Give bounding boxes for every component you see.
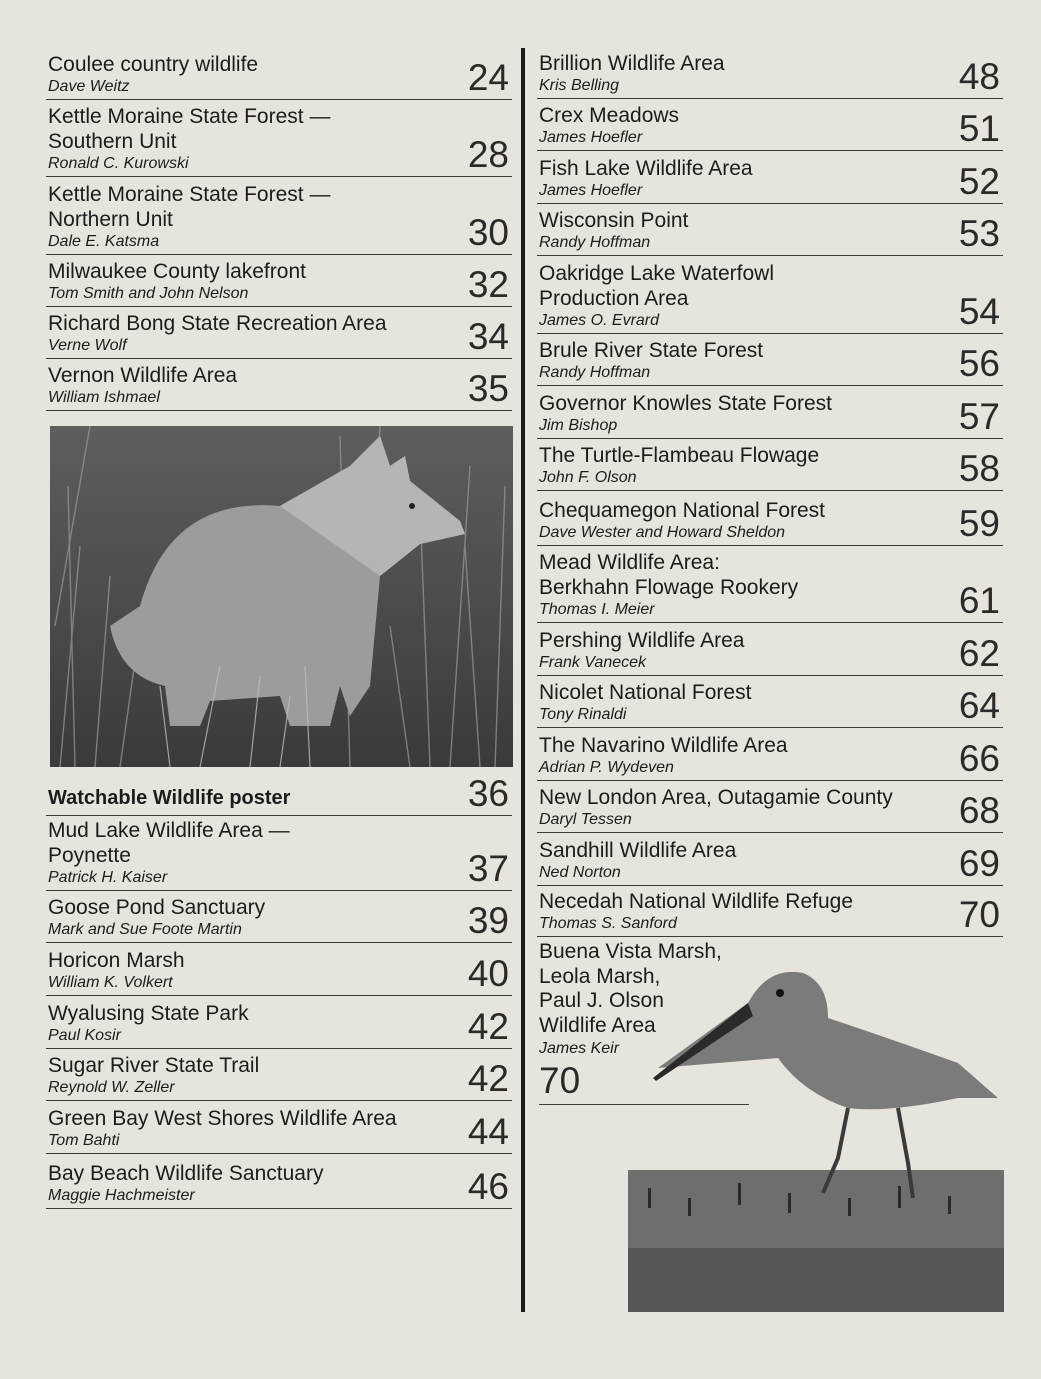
entry-page-number: 62 xyxy=(958,633,1000,674)
entry-page-number: 70 xyxy=(958,894,1000,935)
entry-title: Goose Pond Sanctuary xyxy=(48,896,266,919)
entry-author: Dave Wester and Howard Sheldon xyxy=(539,524,786,541)
toc-entry xyxy=(46,944,512,996)
entry-author: Dale E. Katsma xyxy=(48,233,160,250)
entry-title: Vernon Wildlife Area xyxy=(48,364,238,387)
toc-entry xyxy=(537,547,1003,623)
entry-title: Sugar River State Trail xyxy=(48,1054,260,1077)
entry-page-number: 32 xyxy=(467,264,509,305)
entry-title: Buena Vista Marsh, Leola Marsh, Paul J. Olson Wildlife Area xyxy=(539,940,722,1037)
toc-entry xyxy=(46,178,512,255)
entry-title: Milwaukee County lakefront xyxy=(48,260,306,283)
entry-title: Watchable Wildlife poster xyxy=(48,787,291,809)
toc-entry xyxy=(537,205,1003,256)
entry-page-number: 40 xyxy=(467,953,509,994)
entry-author: Maggie Hachmeister xyxy=(48,1187,195,1204)
toc-entry xyxy=(46,256,512,307)
entry-page-number: 44 xyxy=(467,1111,509,1152)
entry-rule xyxy=(539,1104,749,1105)
entry-title: Wisconsin Point xyxy=(539,209,689,232)
entry-author: Reynold W. Zeller xyxy=(48,1079,175,1096)
entry-author: Mark and Sue Foote Martin xyxy=(48,921,242,938)
entry-author: James O. Evrard xyxy=(539,312,660,329)
entry-title: Richard Bong State Recreation Area xyxy=(48,312,387,335)
toc-entry xyxy=(46,360,512,411)
toc-entry xyxy=(537,729,1003,781)
entry-title: Oakridge Lake Waterfowl Production Area xyxy=(539,262,774,310)
entry-page-number: 64 xyxy=(958,685,1000,726)
entry-page-number: 59 xyxy=(958,503,1000,544)
entry-author: Thomas I. Meier xyxy=(539,601,655,618)
toc-entry xyxy=(46,308,512,359)
entry-page-number: 56 xyxy=(958,343,1000,384)
toc-entry xyxy=(537,492,1003,546)
toc-entry xyxy=(537,624,1003,676)
entry-author: William K. Volkert xyxy=(48,974,173,991)
entry-page-number: 39 xyxy=(467,900,509,941)
entry-page-number: 28 xyxy=(467,134,509,175)
entry-author: William Ishmael xyxy=(48,389,160,406)
entry-title: New London Area, Outagamie County xyxy=(539,786,893,809)
entry-author: James Hoefler xyxy=(539,129,643,146)
column-divider xyxy=(521,48,525,1312)
entry-title: Brillion Wildlife Area xyxy=(539,52,725,75)
toc-entry xyxy=(537,100,1003,151)
toc-entry xyxy=(46,48,512,100)
toc-entry xyxy=(46,1050,512,1101)
entry-title: Kettle Moraine State Forest — Southern Unit xyxy=(48,105,331,153)
entry-page-number: 48 xyxy=(958,56,1000,97)
entry-author: Adrian P. Wydeven xyxy=(539,759,674,776)
toc-entry xyxy=(46,1102,512,1154)
entry-author: Randy Hoffman xyxy=(539,364,651,381)
entry-author: Kris Belling xyxy=(539,77,620,94)
entry-author: Thomas S. Sanford xyxy=(539,915,677,932)
entry-page-number: 30 xyxy=(467,212,509,253)
coyote-photo xyxy=(50,426,513,767)
toc-entry xyxy=(537,782,1003,833)
entry-author: Ned Norton xyxy=(539,864,621,881)
entry-title: The Turtle-Flambeau Flowage xyxy=(539,444,820,467)
entry-page-number: 57 xyxy=(958,396,1000,437)
entry-page-number: 46 xyxy=(467,1166,509,1207)
toc-entry xyxy=(537,48,1003,99)
entry-title: Horicon Marsh xyxy=(48,949,185,972)
toc-entry-buena-vista xyxy=(539,940,754,1105)
entry-author: John F. Olson xyxy=(539,469,637,486)
toc-entry xyxy=(537,387,1003,439)
entry-title: Sandhill Wildlife Area xyxy=(539,839,737,862)
entry-page-number: 66 xyxy=(958,738,1000,779)
entry-page-number: 42 xyxy=(467,1058,509,1099)
toc-entry xyxy=(46,997,512,1049)
toc-entry xyxy=(46,101,512,177)
entry-page-number: 34 xyxy=(467,316,509,357)
toc-entry xyxy=(537,834,1003,886)
entry-page-number: 42 xyxy=(467,1006,509,1047)
entry-title: Mead Wildlife Area: Berkhahn Flowage Rookery xyxy=(539,551,799,599)
entry-page-number: 70 xyxy=(539,1060,581,1101)
entry-author: Verne Wolf xyxy=(48,337,127,354)
entry-page-number: 69 xyxy=(958,843,1000,884)
toc-entry xyxy=(537,257,1003,334)
entry-title: Kettle Moraine State Forest — Northern Unit xyxy=(48,183,331,231)
entry-page-number: 52 xyxy=(958,161,1000,202)
entry-page-number: 36 xyxy=(467,773,509,814)
toc-entry xyxy=(46,817,512,891)
entry-title: Brule River State Forest xyxy=(539,339,764,362)
toc-entry xyxy=(46,892,512,943)
entry-page-number: 51 xyxy=(958,108,1000,149)
entry-author: Patrick H. Kaiser xyxy=(48,869,168,886)
entry-title: Coulee country wildlife xyxy=(48,53,259,76)
entry-author: Tom Smith and John Nelson xyxy=(48,285,249,302)
entry-author: Paul Kosir xyxy=(48,1027,121,1044)
toc-entry xyxy=(46,773,512,816)
entry-page-number: 68 xyxy=(958,790,1000,831)
toc-entry xyxy=(537,887,1003,937)
entry-page-number: 53 xyxy=(958,213,1000,254)
toc-entry xyxy=(46,1155,512,1209)
entry-title: Bay Beach Wildlife Sanctuary xyxy=(48,1162,324,1185)
entry-title: Pershing Wildlife Area xyxy=(539,629,745,652)
entry-title: Necedah National Wildlife Refuge xyxy=(539,890,854,913)
entry-title: Governor Knowles State Forest xyxy=(539,392,832,415)
toc-entry xyxy=(537,335,1003,386)
entry-page-number: 54 xyxy=(958,291,1000,332)
entry-title: Crex Meadows xyxy=(539,104,680,127)
entry-page-number: 24 xyxy=(467,57,509,98)
entry-author: Ronald C. Kurowski xyxy=(48,155,189,172)
entry-author: Tom Bahti xyxy=(48,1132,120,1149)
toc-entry xyxy=(537,677,1003,728)
entry-page-number: 58 xyxy=(958,448,1000,489)
entry-author: Randy Hoffman xyxy=(539,234,651,251)
entry-author: James Keir xyxy=(539,1040,620,1057)
toc-entry xyxy=(537,440,1003,491)
entry-author: James Hoefler xyxy=(539,182,643,199)
toc-entry xyxy=(537,152,1003,204)
entry-page-number: 35 xyxy=(467,368,509,409)
entry-title: Fish Lake Wildlife Area xyxy=(539,157,753,180)
entry-title: Chequamegon National Forest xyxy=(539,499,826,522)
entry-page-number: 61 xyxy=(958,580,1000,621)
entry-title: Mud Lake Wildlife Area — Poynette xyxy=(48,819,290,867)
entry-title: Nicolet National Forest xyxy=(539,681,752,704)
entry-title: Green Bay West Shores Wildlife Area xyxy=(48,1107,397,1130)
entry-author: Frank Vanecek xyxy=(539,654,647,671)
entry-author: Dave Weitz xyxy=(48,78,130,95)
entry-author: Daryl Tessen xyxy=(539,811,632,828)
entry-title: Wyalusing State Park xyxy=(48,1002,249,1025)
entry-author: Jim Bishop xyxy=(539,417,618,434)
entry-page-number: 37 xyxy=(467,848,509,889)
entry-author: Tony Rinaldi xyxy=(539,706,627,723)
entry-title: The Navarino Wildlife Area xyxy=(539,734,788,757)
